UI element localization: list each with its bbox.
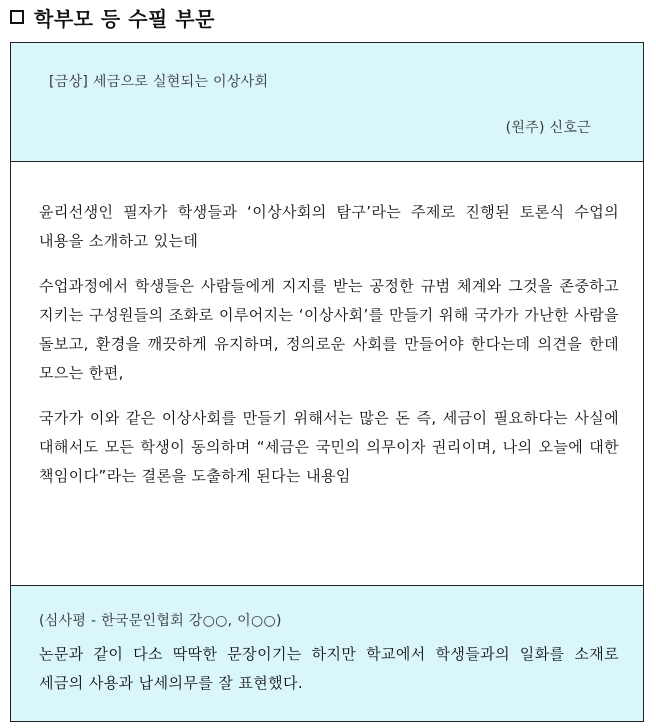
- summary-cell: [11, 162, 643, 586]
- summary-paragraphs: [39, 198, 619, 507]
- section-heading-title: 학부모 등 수필 부문: [34, 6, 215, 31]
- review-cell: [11, 586, 643, 721]
- summary-paragraph-3: 국가가 이와 같은 이상사회를 만들기 위해서는 많은 돈 즉, 세금이 필요하다는 사실에 대해서도 모든 학생이 동의하며 “세금은 국민의 의무이자 권리이며, 나의 오늘에 대한 책임이다”라는 결론을 도출하게 된다는 내용임: [39, 409, 619, 485]
- review-label: (심사평 - 한국문인협회 강○○, 이○○): [39, 613, 282, 629]
- award-title: [금상] 세금으로 실현되는 이상사회: [49, 74, 269, 90]
- entry-table: [10, 42, 644, 722]
- summary-paragraph-2: 수업과정에서 학생들은 사람들에게 지지를 받는 공정한 규범 체계와 그것을 존중하고 지키는 구성원들의 조화로 이루어지는 ‘이상사회’를 만들기 위해 국가가 가난한 사람을 돌보고, 환경을 깨끗하게 유지하며, 정의로운 사회를 만들어야 한다는데 의견을 한데 모으는 한편,: [39, 277, 619, 382]
- section-heading: [10, 2, 215, 32]
- checkbox-square-icon: [10, 10, 24, 24]
- author-name: (원주) 신호근: [505, 120, 591, 136]
- entry-header-cell: [11, 43, 643, 162]
- review-text: 논문과 같이 다소 딱딱한 문장이기는 하지만 학교에서 학생들과의 일화를 소재로 세금의 사용과 납세의무를 잘 표현했다.: [39, 645, 619, 692]
- summary-paragraph-1: 윤리선생인 필자가 학생들과 ‘이상사회의 탐구’라는 주제로 진행된 토론식 수업의 내용을 소개하고 있는데: [39, 203, 619, 250]
